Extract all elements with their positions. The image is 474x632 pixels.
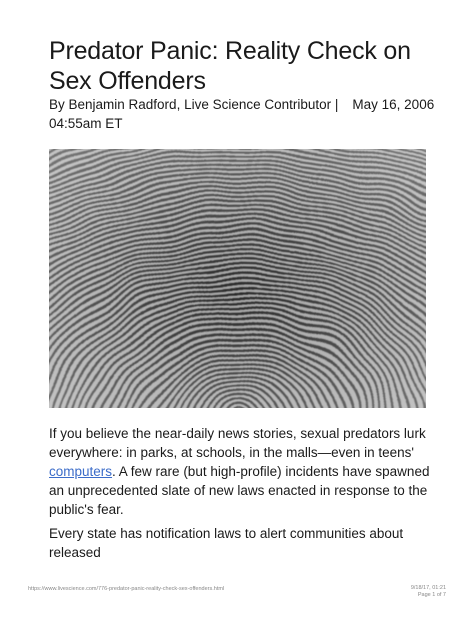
publish-time: 04:55am ET bbox=[49, 116, 123, 131]
paragraph-1-text-end: . A few rare (but high-profile) incidents have spawned an unprecedented slate of new laws enacted in response to the public's fear. bbox=[49, 464, 430, 517]
computers-link[interactable]: computers bbox=[49, 464, 113, 479]
footer-url: https://www.livescience.com/776-predator-panic-reality-check-sex-offenders.html bbox=[28, 586, 225, 592]
article-title: Predator Panic: Reality Check on Sex Offenders bbox=[49, 37, 411, 95]
footer-page-number: Page 1 of 7 bbox=[417, 592, 446, 598]
author-credit: By Benjamin Radford, Live Science Contributor | bbox=[49, 97, 339, 112]
fingerprint-image bbox=[49, 149, 426, 408]
publish-date: May 16, 2006 bbox=[352, 97, 435, 112]
footer-datetime: 9/18/17, 01:21 bbox=[410, 585, 446, 591]
article-paragraph-1 bbox=[49, 424, 435, 519]
article-paragraph-2: Every state has notification laws to alert communities about released bbox=[49, 526, 404, 560]
paragraph-1-text-start: If you believe the near-daily news stories, sexual predators lurk everywhere: in parks, at schools, in the malls—even in teens' bbox=[49, 426, 426, 460]
byline bbox=[49, 95, 444, 133]
footer-page-info bbox=[411, 585, 446, 599]
